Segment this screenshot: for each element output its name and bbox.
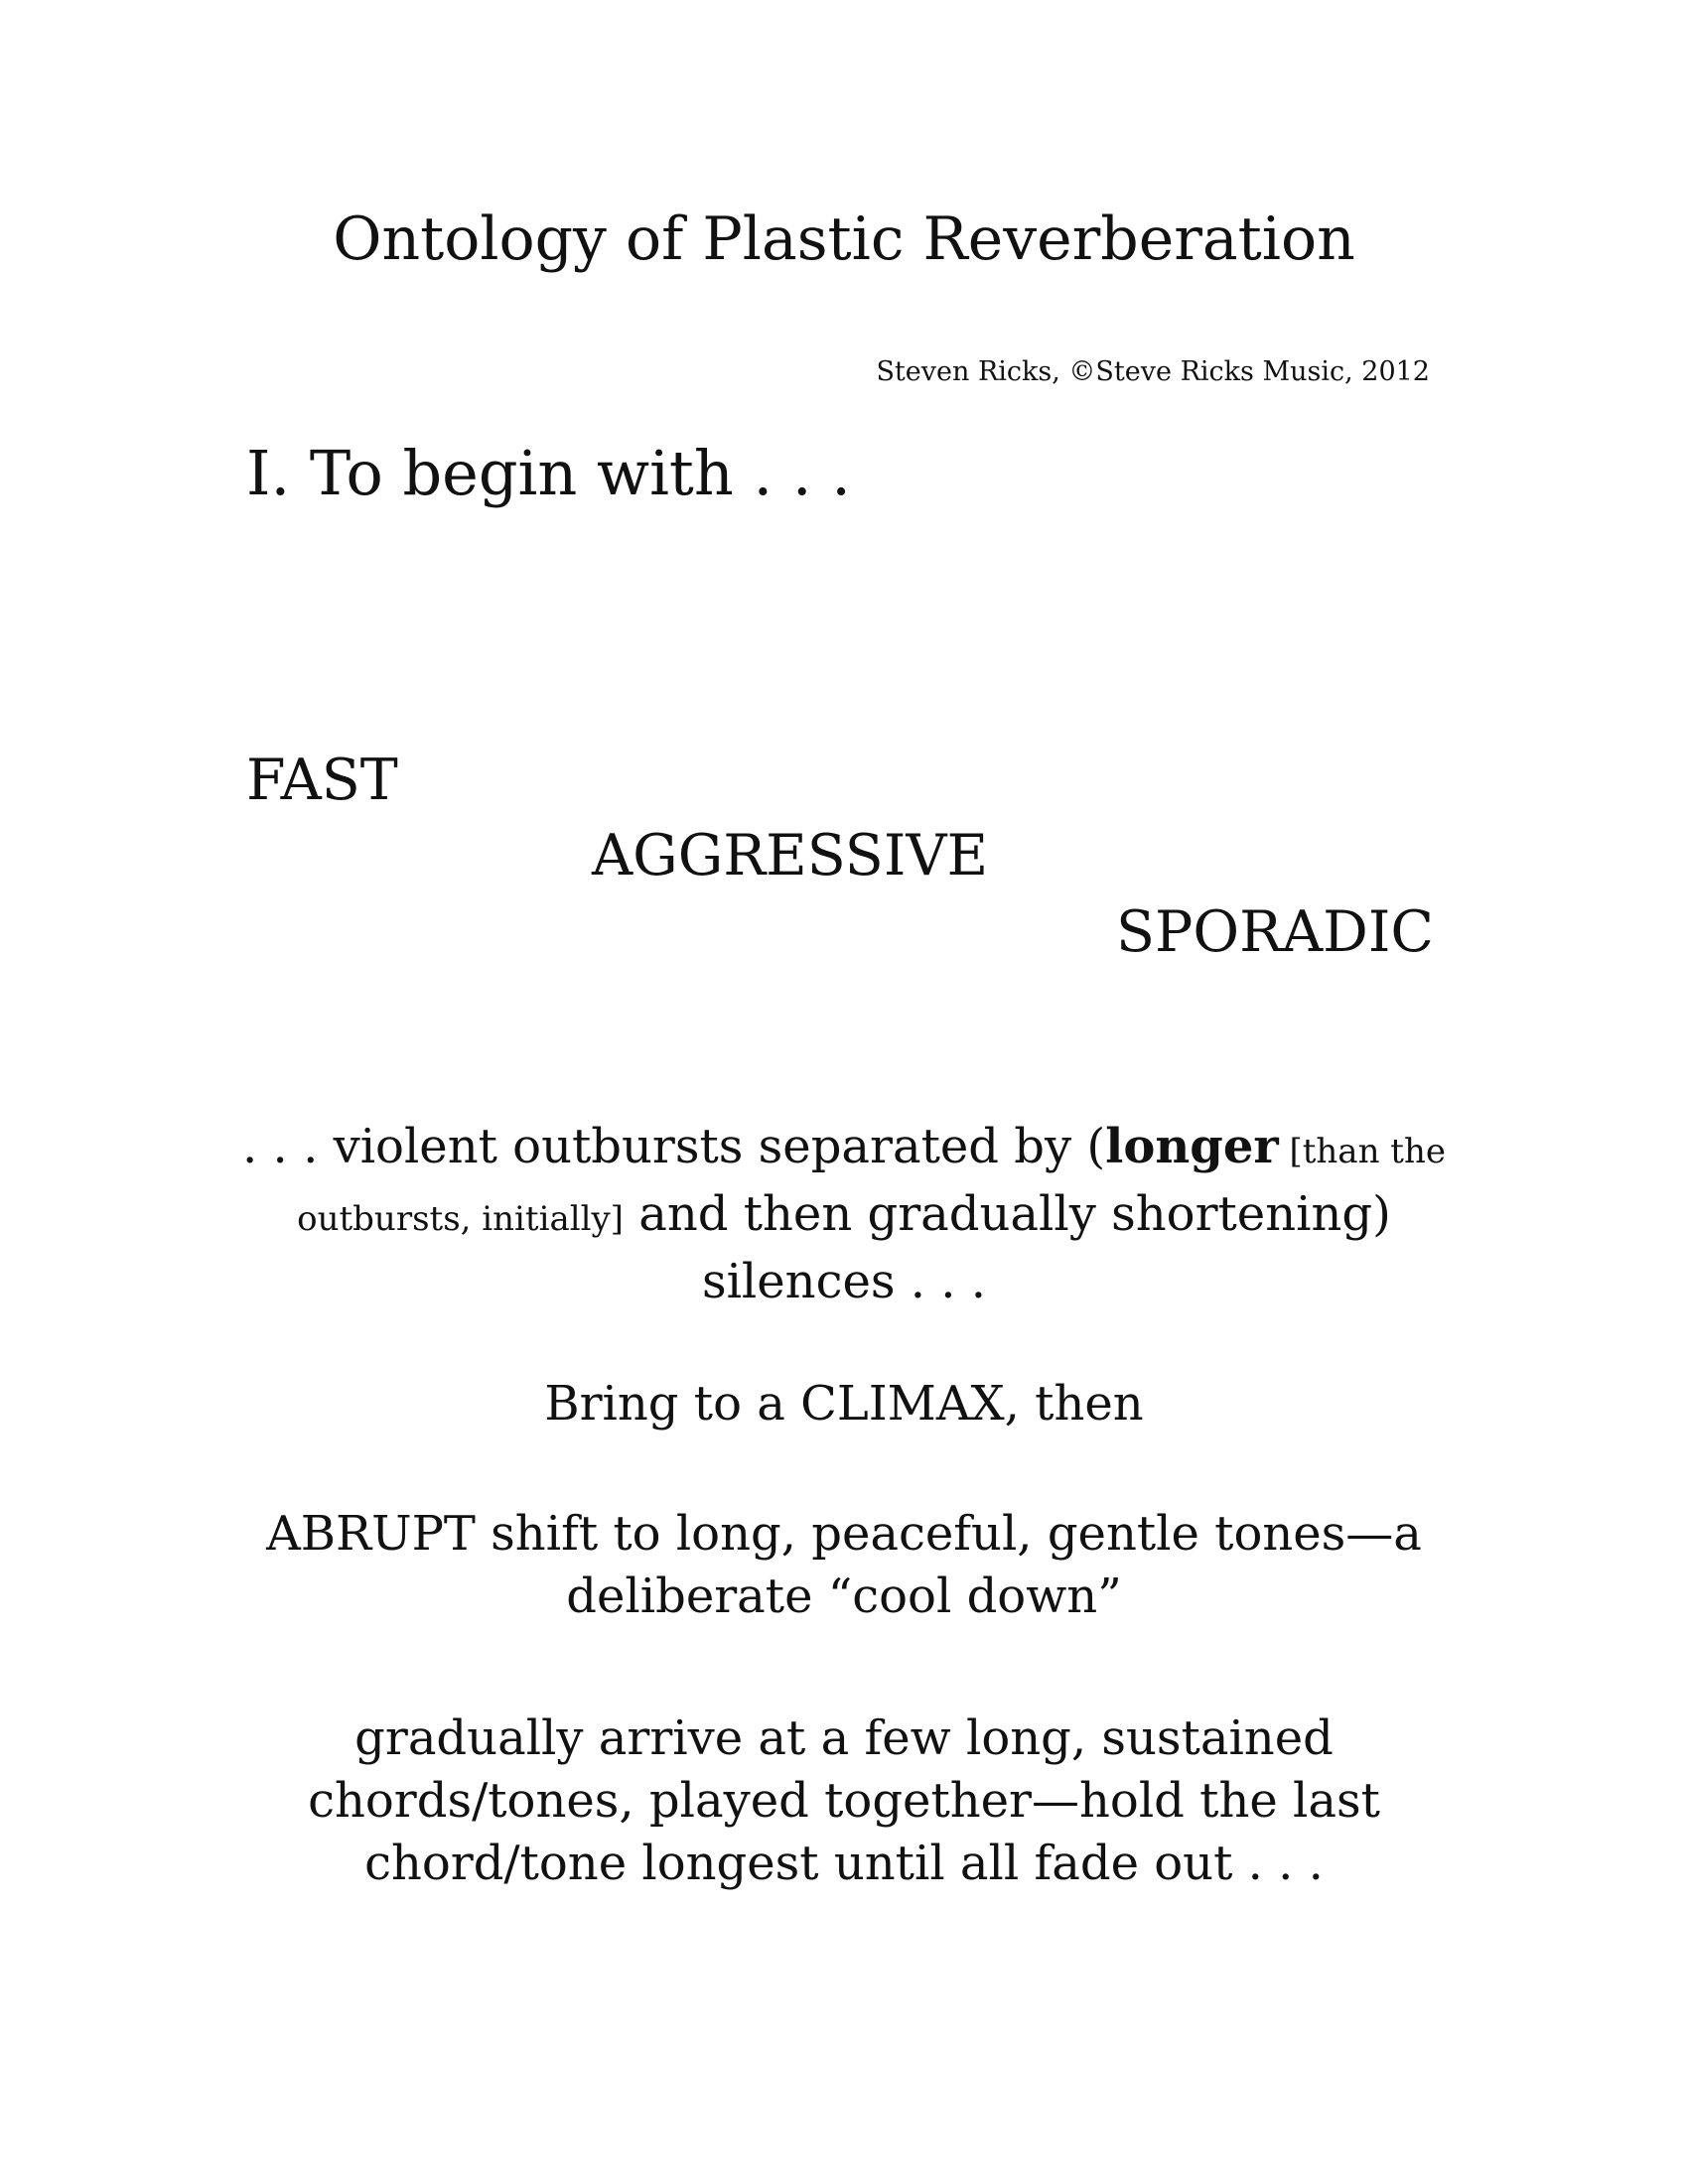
document-title: Ontology of Plastic Reverberation <box>333 205 1355 274</box>
descriptor-aggressive: AGGRESSIVE <box>592 823 989 888</box>
emphasis-text: longer <box>1105 1119 1279 1174</box>
paragraph-climax <box>228 1373 1460 1435</box>
aside-text: outbursts, initially] <box>297 1199 624 1239</box>
paragraph-line: deliberate “cool down” <box>566 1569 1122 1624</box>
paragraph-line: silences . . . <box>701 1254 987 1309</box>
section-heading: I. To begin with . . . <box>246 437 852 509</box>
author-credit: Steven Ricks, ©Steve Ricks Music, 2012 <box>876 356 1430 387</box>
paragraph-line <box>228 1183 1460 1251</box>
paragraph-text: and then gradually shortening) <box>623 1186 1391 1242</box>
paragraph-line: Bring to a CLIMAX, then <box>544 1376 1144 1432</box>
paragraph-line: chord/tone longest until all fade out . . . <box>364 1836 1324 1891</box>
aside-text: [than the <box>1278 1132 1446 1171</box>
paragraph-line: chords/tones, played together—hold the last <box>308 1773 1380 1829</box>
paragraph-line: gradually arrive at a few long, sustained <box>354 1710 1334 1766</box>
paragraph-line <box>228 1116 1460 1183</box>
paragraph-abrupt-shift <box>228 1503 1460 1628</box>
paragraph-text: . . . violent outbursts separated by ( <box>242 1119 1106 1174</box>
paragraph-outbursts <box>228 1116 1460 1313</box>
paragraph-line: ABRUPT shift to long, peaceful, gentle tones—a <box>266 1506 1422 1562</box>
paragraph-sustained-chords <box>228 1707 1460 1895</box>
descriptor-fast: FAST <box>246 748 398 813</box>
descriptor-sporadic: SPORADIC <box>1115 899 1434 965</box>
